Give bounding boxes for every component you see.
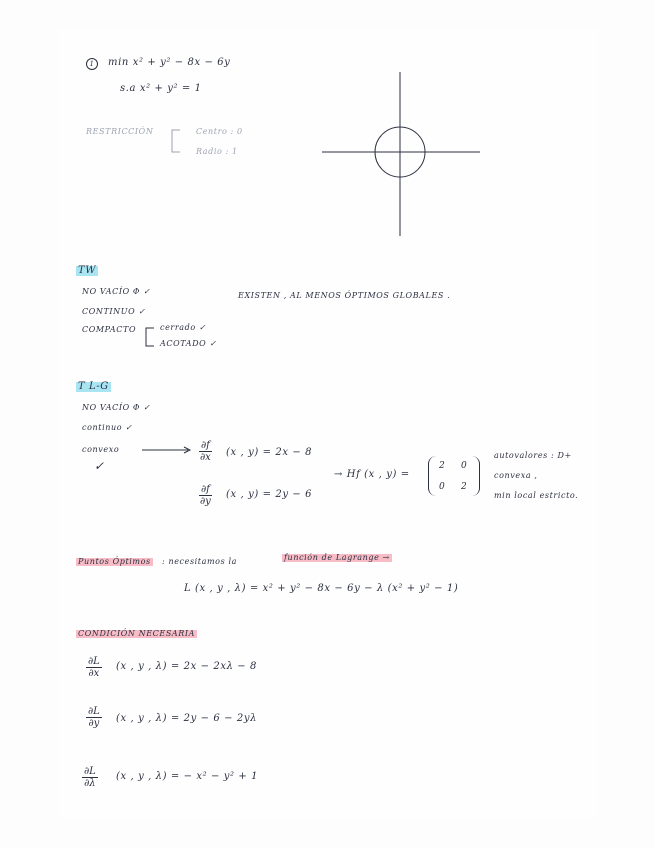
hessian-matrix bbox=[428, 456, 480, 496]
restriction-centro: Centro : 0 bbox=[196, 127, 243, 136]
unit-circle-diagram bbox=[322, 70, 482, 240]
dl-dlambda-num: ∂L bbox=[84, 766, 96, 777]
restriction-label: RESTRICCIÓN bbox=[86, 127, 154, 136]
tw-continuous: CONTINUO ✓ bbox=[82, 307, 146, 316]
tlg-check: ✓ bbox=[94, 459, 105, 473]
df-dx-fraction bbox=[198, 440, 213, 463]
arrow-icon bbox=[142, 446, 192, 454]
tw-brace bbox=[142, 326, 156, 348]
objective-function: min x² + y² − 8x − 6y bbox=[108, 57, 231, 68]
tw-closed: cerrado ✓ bbox=[160, 323, 207, 332]
dl-dx-den: ∂x bbox=[88, 668, 100, 679]
restriction-radio: Radio : 1 bbox=[196, 147, 238, 156]
hessian-a12: 0 bbox=[461, 461, 467, 471]
constraint: s.a x² + y² = 1 bbox=[120, 83, 202, 94]
df-dx-den: ∂x bbox=[200, 452, 211, 463]
tw-title: TW bbox=[78, 265, 97, 276]
df-dx-num: ∂f bbox=[200, 440, 210, 451]
lagrangian-expression: L (x , y , λ) = x² + y² − 8x − 6y − λ (x² + y² − 1) bbox=[184, 583, 459, 594]
tlg-convex: convexo bbox=[82, 445, 120, 454]
convex-note: convexa , bbox=[494, 471, 538, 480]
dl-dlambda-fraction bbox=[82, 766, 98, 789]
hessian-a21: 0 bbox=[439, 482, 445, 492]
df-dy-fraction bbox=[198, 484, 213, 507]
df-dy-rhs: (x , y) = 2y − 6 bbox=[226, 489, 313, 500]
dl-dlambda-den: ∂λ bbox=[84, 778, 96, 789]
restriction-brace bbox=[168, 128, 182, 154]
tlg-nonempty: NO VACÍO Φ ✓ bbox=[82, 403, 151, 412]
hessian-a11: 2 bbox=[439, 461, 445, 471]
hessian-a22: 2 bbox=[461, 482, 467, 492]
dl-dx-rhs: (x , y , λ) = 2x − 2xλ − 8 bbox=[116, 661, 258, 672]
dl-dx-num: ∂L bbox=[88, 656, 100, 667]
dl-dy-fraction bbox=[86, 706, 102, 729]
df-dy-den: ∂y bbox=[200, 496, 211, 507]
dl-dlambda-rhs: (x , y , λ) = − x² − y² + 1 bbox=[116, 771, 259, 782]
df-dx-rhs: (x , y) = 2x − 8 bbox=[226, 447, 313, 458]
optimal-points-text: : necesitamos la bbox=[162, 557, 237, 566]
lagrange-function-label: función de Lagrange → bbox=[284, 553, 390, 562]
optimal-points-label: Puntos Óptimos bbox=[78, 557, 151, 566]
tw-conclusion: EXISTEN , AL MENOS ÓPTIMOS GLOBALES . bbox=[238, 291, 451, 300]
tlg-continuous: continuo ✓ bbox=[82, 423, 133, 432]
dl-dy-rhs: (x , y , λ) = 2y − 6 − 2yλ bbox=[116, 713, 258, 724]
dl-dy-den: ∂y bbox=[88, 718, 100, 729]
tw-bounded: ACOTADO ✓ bbox=[160, 339, 217, 348]
tw-compact: COMPACTO bbox=[82, 325, 137, 334]
dl-dx-fraction bbox=[86, 656, 102, 679]
min-local-note: min local estricto. bbox=[494, 491, 579, 500]
eigenvalues-note: autovalores : D+ bbox=[494, 451, 572, 460]
problem-number: 1 bbox=[86, 58, 98, 70]
tlg-title: T L-G bbox=[78, 381, 109, 392]
necessary-condition-title: CONDICIÓN NECESARIA bbox=[78, 629, 196, 638]
df-dy-num: ∂f bbox=[200, 484, 210, 495]
tw-nonempty: NO VACÍO Φ ✓ bbox=[82, 287, 151, 296]
dl-dy-num: ∂L bbox=[88, 706, 100, 717]
hessian-label: → Hf (x , y) = bbox=[334, 469, 410, 480]
